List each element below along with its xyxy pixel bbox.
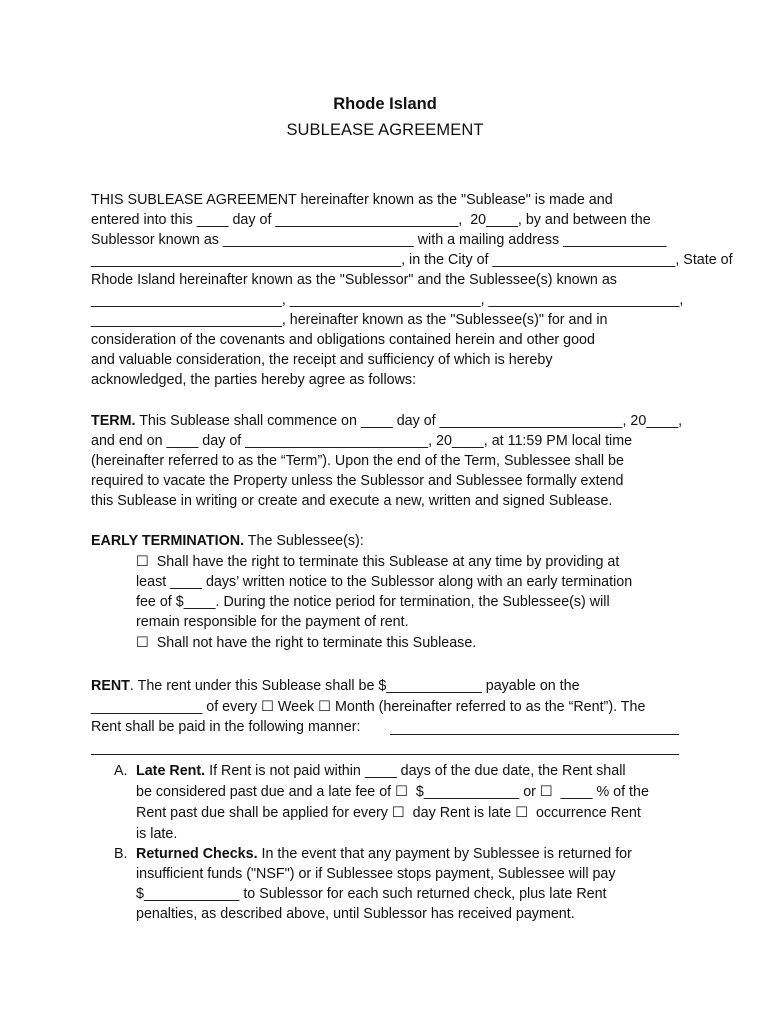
list-marker: A. xyxy=(114,763,128,779)
rent-line: ______________ of every ☐ Week ☐ Month (hereinafter referred to as the “Rent”). The xyxy=(91,699,646,715)
returned-checks-heading: Returned Checks. xyxy=(136,846,258,862)
late-rent-line: be considered past due and a late fee of ☐ $____________ or ☐ ____ % of the xyxy=(136,784,649,800)
term-line: (hereinafter referred to as the “Term”). Upon the end of the Term, Sublessee shall be xyxy=(91,453,624,469)
term-line: this Sublease in writing or create and execute a new, written and signed Sublease. xyxy=(91,493,613,509)
term-line: This Sublease shall commence on ____ day of _______________________, 20____, xyxy=(135,413,683,429)
rent-manner-blank[interactable] xyxy=(390,734,679,735)
intro-line: ________________________, hereinafter known as the "Sublessee(s)" for and in xyxy=(91,312,608,328)
intro-line: entered into this ____ day of _______________________, 20____, by and between the xyxy=(91,212,651,228)
rent-heading: RENT xyxy=(91,678,130,694)
rent-manner-blank[interactable] xyxy=(91,754,679,755)
state-title: Rhode Island xyxy=(333,95,437,113)
early-termination-option-not-allowed[interactable]: ☐ Shall not have the right to terminate this Sublease. xyxy=(136,635,477,651)
intro-line: acknowledged, the parties hereby agree as follows: xyxy=(91,372,417,388)
list-marker: B. xyxy=(114,846,128,862)
returned-checks-first-line xyxy=(136,844,632,864)
early-termination-line: fee of $____. During the notice period for termination, the Sublessee(s) will xyxy=(136,594,610,610)
early-termination-intro: The Sublessee(s): xyxy=(244,533,364,549)
early-termination-line: least ____ days’ written notice to the Sublessor along with an early termination xyxy=(136,574,633,590)
term-line: required to vacate the Property unless the Sublessor and Sublessee formally extend xyxy=(91,473,624,489)
intro-line: THIS SUBLEASE AGREEMENT hereinafter known as the "Sublease" is made and xyxy=(91,192,613,208)
late-rent-heading: Late Rent. xyxy=(136,763,206,779)
late-rent-line: is late. xyxy=(136,826,178,842)
returned-checks-line: penalties, as described above, until Sublessor has received payment. xyxy=(136,906,575,922)
late-rent-first-line xyxy=(136,761,626,781)
early-termination-heading: EARLY TERMINATION. xyxy=(91,533,245,549)
term-first-line xyxy=(91,411,682,431)
intro-line: _______________________________________, in the City of _______________________, State of xyxy=(91,252,733,268)
late-rent-line: If Rent is not paid within ____ days of the due date, the Rent shall xyxy=(205,763,626,779)
intro-line: and valuable consideration, the receipt and sufficiency of which is hereby xyxy=(91,352,553,368)
term-line: and end on ____ day of _______________________, 20____, at 11:59 PM local time xyxy=(91,433,633,449)
rent-line: Rent shall be paid in the following manner: xyxy=(91,719,361,735)
intro-line: ________________________, ________________________, ________________________, xyxy=(91,292,684,308)
early-termination-line: remain responsible for the payment of rent. xyxy=(136,614,409,630)
returned-checks-line: In the event that any payment by Sublessee is returned for xyxy=(257,846,632,862)
intro-line: Sublessor known as ________________________ with a mailing address _____________ xyxy=(91,232,667,248)
returned-checks-line: $____________ to Sublessor for each such returned check, plus late Rent xyxy=(136,886,607,902)
early-termination-heading-line xyxy=(91,531,364,551)
early-termination-option-allowed[interactable]: ☐ Shall have the right to terminate this Sublease at any time by providing at xyxy=(136,554,620,570)
returned-checks-line: insufficient funds ("NSF") or if Sublessee stops payment, Sublessee will pay xyxy=(136,866,616,882)
term-heading: TERM. xyxy=(91,413,136,429)
intro-line: Rhode Island hereinafter known as the "Sublessor" and the Sublessee(s) known as xyxy=(91,272,617,288)
rent-first-line xyxy=(91,676,580,696)
document-title: SUBLEASE AGREEMENT xyxy=(286,121,484,139)
rent-line: . The rent under this Sublease shall be $____________ payable on the xyxy=(129,678,580,694)
late-rent-line: Rent past due shall be applied for every ☐ day Rent is late ☐ occurrence Rent xyxy=(136,805,641,821)
intro-line: consideration of the covenants and obligations contained herein and other good xyxy=(91,332,595,348)
